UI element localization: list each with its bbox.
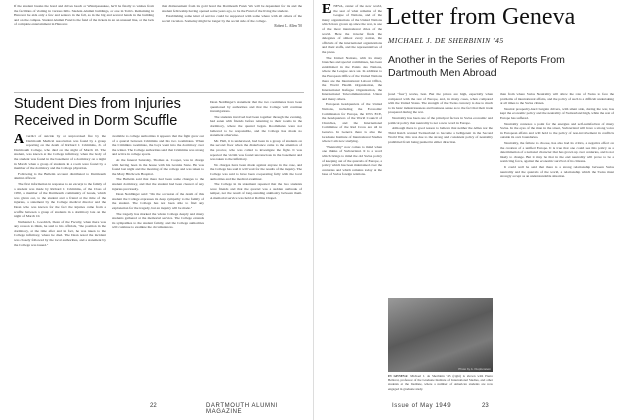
article-column-3 xyxy=(210,100,302,398)
paragraph: The first information in response to an excerpt to the family of a student was made by Richard J. Crimmins, of the Class of 1950, a member of the Dartmouth community of Greek, which was given out, to the student and a friend at the time of the injuries, a statement by the College medical director and the Dean who was known for the fact the injuries came from a scuffle between a group of students in a dormitory late on the night of March 10. xyxy=(14,181,106,219)
paragraph: It could well be said that there is a strong relationship between Swiss neutrality and the quarrels of the world, a relationship which the Swiss must strongly accept as an understandable situation. xyxy=(500,164,614,179)
paragraph: The tragedy has marked the whole College deeply and many students gathered at the memorial service. The College extends its sympathies to the student family, and the College authorities will continue to examine the circumstances. xyxy=(112,211,204,230)
drop-cap: A xyxy=(14,134,25,147)
paragraph: that disbursement from its gold bond the Dartmouth Fund. We will be dependent for its and the student fellowship having opened some years ago, to be the Fund of the living the student. xyxy=(162,4,302,13)
section-divider xyxy=(14,92,304,93)
paragraph: The United Nations, with its many branches and special committees, has been established in the Palais des Nations, where the League once sat. In addition to the European Office of the United Nations there are the International Labour Office, the World Health Organization, the International Refugee Organization, the International Telecommunication Union and many others. xyxy=(322,55,382,101)
geneva-photo xyxy=(388,298,493,372)
photo-credit: Photo by A. Klopfenstein xyxy=(458,367,491,371)
paragraph: The Bulletin said that there had been some changes to the student dormitory, and that the student had been cleared of any injuries previously. xyxy=(112,177,204,191)
author-byline: MICHAEL J. DE SHERBININ '45 xyxy=(388,36,504,45)
paragraph: Nathaniel L. Goodrich, Dean of the Faculty, when there was any reason to think, he said to his officials, "the position in the dormitory, at the time after and in fact, he was taken to the College infirmary, where he died. The Dean noted the incident was closely followed by the local authorities, and a statement by the College was issued." xyxy=(14,219,106,247)
article-headline: Student Dies from Injuries Received in Dorm Scuffle xyxy=(14,96,181,129)
geneva-column-3 xyxy=(500,92,614,398)
paragraph: available to college authorities it appears that the fight grew out of a quarrel between Crimmins and his two roommates. When the Crimmins roommate, the boys went into the dormitory over the winter. The College authorities said that Crimmins was strong and active in college sports. xyxy=(112,134,204,157)
paragraph: Following is the Bulletin account distributed to Dartmouth alumni officers: xyxy=(14,171,106,181)
paragraph: Neutrality, the failure to choose, has also had its critics, a negative effect on the creation of a unified Europe. It is true that one could see this policy as a determination of a national character that has grown up over centuries, and is not likely to change. But it may be that in the end neutrality will prove to be a restricting force, against the economic survival of its citizens. xyxy=(500,140,614,164)
paragraph: The students involved had been together through the evening, had eaten with friends before returning to their rooms in the dormitory, where the quarrel began. Roommates were not believed to be responsible, and the College has made no statement otherwise. xyxy=(210,114,302,138)
paragraph: Dean Neidlinger's statement that the two roommates have been questioned by authorities and that the College will continue investigations. xyxy=(210,100,302,114)
caption-lead: IN GENEVA: xyxy=(388,374,409,378)
article-deck: Another in the Series of Reports From Dartmouth Men Abroad xyxy=(388,54,565,79)
article-column-1 xyxy=(14,134,106,398)
paragraph: Establishing some kind of service could be supported with some where with all others of the social vacation. Someday might be longer by the social side of the college. xyxy=(162,14,302,23)
issue-footer: Issue of May 1949 xyxy=(392,403,452,409)
paragraph: Although there is good reason to believe that neither the Allies nor the Third Reich wanted Switzerland to become a belligerent in the Second World War, this was due to the strong and consistent policy of neutrality prohibited from being pushed in either direction. xyxy=(388,126,493,144)
paragraph: ENEVA, center of the new world, the seat of what remains of the League of Nations, and of the many organizations of the United Nations which have grown up since the war, is one of the most international cities of the world. Here the traveler finds the delegates of almost every nation, the officials of the international organizations and their staffs, and the representatives of the press. xyxy=(322,4,382,54)
continued-text-column-2 xyxy=(162,4,302,80)
paragraph: The College in its statement repeated that the two students were friends and that the quarrel was a sudden outbreak of temper, not the result of long-standing animosity between them. A memorial service was held at Rollins Chapel. xyxy=(210,182,302,200)
caption-text: Michael J. de Sherbinin '45 (right) is shown with Pierre Bellorat, professor of the Graduate Institute of International Studies, and other students at the Institute, where a number of American students are now engaged in graduate study. xyxy=(388,374,493,391)
continued-text-column-1 xyxy=(14,4,154,64)
drop-cap: E xyxy=(322,4,332,17)
magazine-footer: DARTMOUTH ALUMNI MAGAZINE xyxy=(206,403,278,415)
paragraph: European headquarters of the United Nations, including the Economic Commission for Europe, the UN's ECE, the headquarters of the World Council of Churches, and the International Committee of the Red Cross are all in Geneva. In Geneva there is also the Graduate Institute of International Studies where I am now studying. xyxy=(322,102,382,144)
paragraph: A verdict of suicide by or unprovoked fire by the Dartmouth Medical association was found by a group reporting on the death of Richard J. Crimmins, Jr. of Dartmouth College, who died on the night of March 10. The student, was known at the College infirmary, when the body of the student was found in the basement of a dormitory on a night in March when a group of students in a room were found by a member of the dormitory and the College physician. xyxy=(14,134,106,171)
paragraph: At the funeral Saturday, Thomas A. Cooper, was in charge with having been in the house with his Granite State. He was found last night and the morning of the college and was taken to the Mary Hitchcock Hospital. xyxy=(112,157,204,176)
article-title: Letter from Geneva xyxy=(386,4,576,30)
article-column-2 xyxy=(112,134,204,398)
paragraph: Neutral prosperity-hard bargain drivers, with silent side, during the war, has kept the economic policy and the neutrality of Switzerland high, while the rest of Europe has suffered. xyxy=(500,106,614,120)
page-number-right: 23 xyxy=(482,403,489,409)
paragraph: Neutrality has been one of the principal factors in Swiss economic and political policy that neutrality is not a new word in Europe. xyxy=(388,115,493,125)
page-number-left: 22 xyxy=(150,403,157,409)
paragraph: than from where Swiss Neutrality will allow the role of Swiss to face the problems of international affairs, and the policy of such is a difficult undertaking at all times to the Swiss citizen. xyxy=(500,92,614,106)
geneva-column-1 xyxy=(322,4,382,399)
geneva-column-2 xyxy=(388,92,493,296)
paragraph: No charges have been made against anyone in the case, and the College has said it will wait for the results of the inquiry. The College was said to have been cooperating fully with the local authorities and the medical examiner. xyxy=(210,162,302,181)
paragraph: Neutrality connotes a point for the energies and self-satisfaction of many Swiss. In the eyes of the man in the street, Switzerland will have a strong voice in European affairs and will hold to the policy of non-involvement in conflicts outside its own boundaries. xyxy=(500,121,614,140)
paragraph: If the student breaks the bond and drives beach or Winnipesaukee, he'll be finally to wishes from the facilities of visiting in various hills. Student-Alumni buildings, or one in Tom's. Remaining in Hanover he aids only a few and seniors in the fall, as in the big and several hands in the building and on the campus. Student Alumni Fund is the fund of the tickets in an an unusual line, or the lack of complete entertainment in Hanover. xyxy=(14,4,154,27)
letter-signature: Robert L. Allen '50 xyxy=(274,24,302,29)
paragraph: Dean Neidlinger said: "On the occasion of the death of this student the College expresses its deep sympathy to the family of the student. The College has not been able to find any explanation for the tragedy, but an inquiry will be made." xyxy=(112,192,204,210)
photo-caption xyxy=(388,374,493,391)
paragraph: Mr. Hall, it is understood, had been in a group of students on the second floor when the disturbance came to the attention of the proctor, who was called to investigate the fight. It was reported the victim was found unconscious in the basement and was taken to the infirmary. xyxy=(210,138,302,162)
paragraph: (read "free") works, best. But the prices are high, especially when compared with the rest of Europe, and, in many cases, when compared with the United States. The strength of the Swiss currency is due to much to its basic industriousness and business sense as to the fact that their trade prospered during the war. xyxy=(388,92,493,115)
paragraph: "Neutrality" now comes to mind when one thinks of Switzerland. It is a word which brings to mind the old Swiss policy of keeping out of the quarrels of Europe, a policy which has been maintained over the centuries and which remains today at the base of Swiss foreign relations. xyxy=(322,144,382,177)
